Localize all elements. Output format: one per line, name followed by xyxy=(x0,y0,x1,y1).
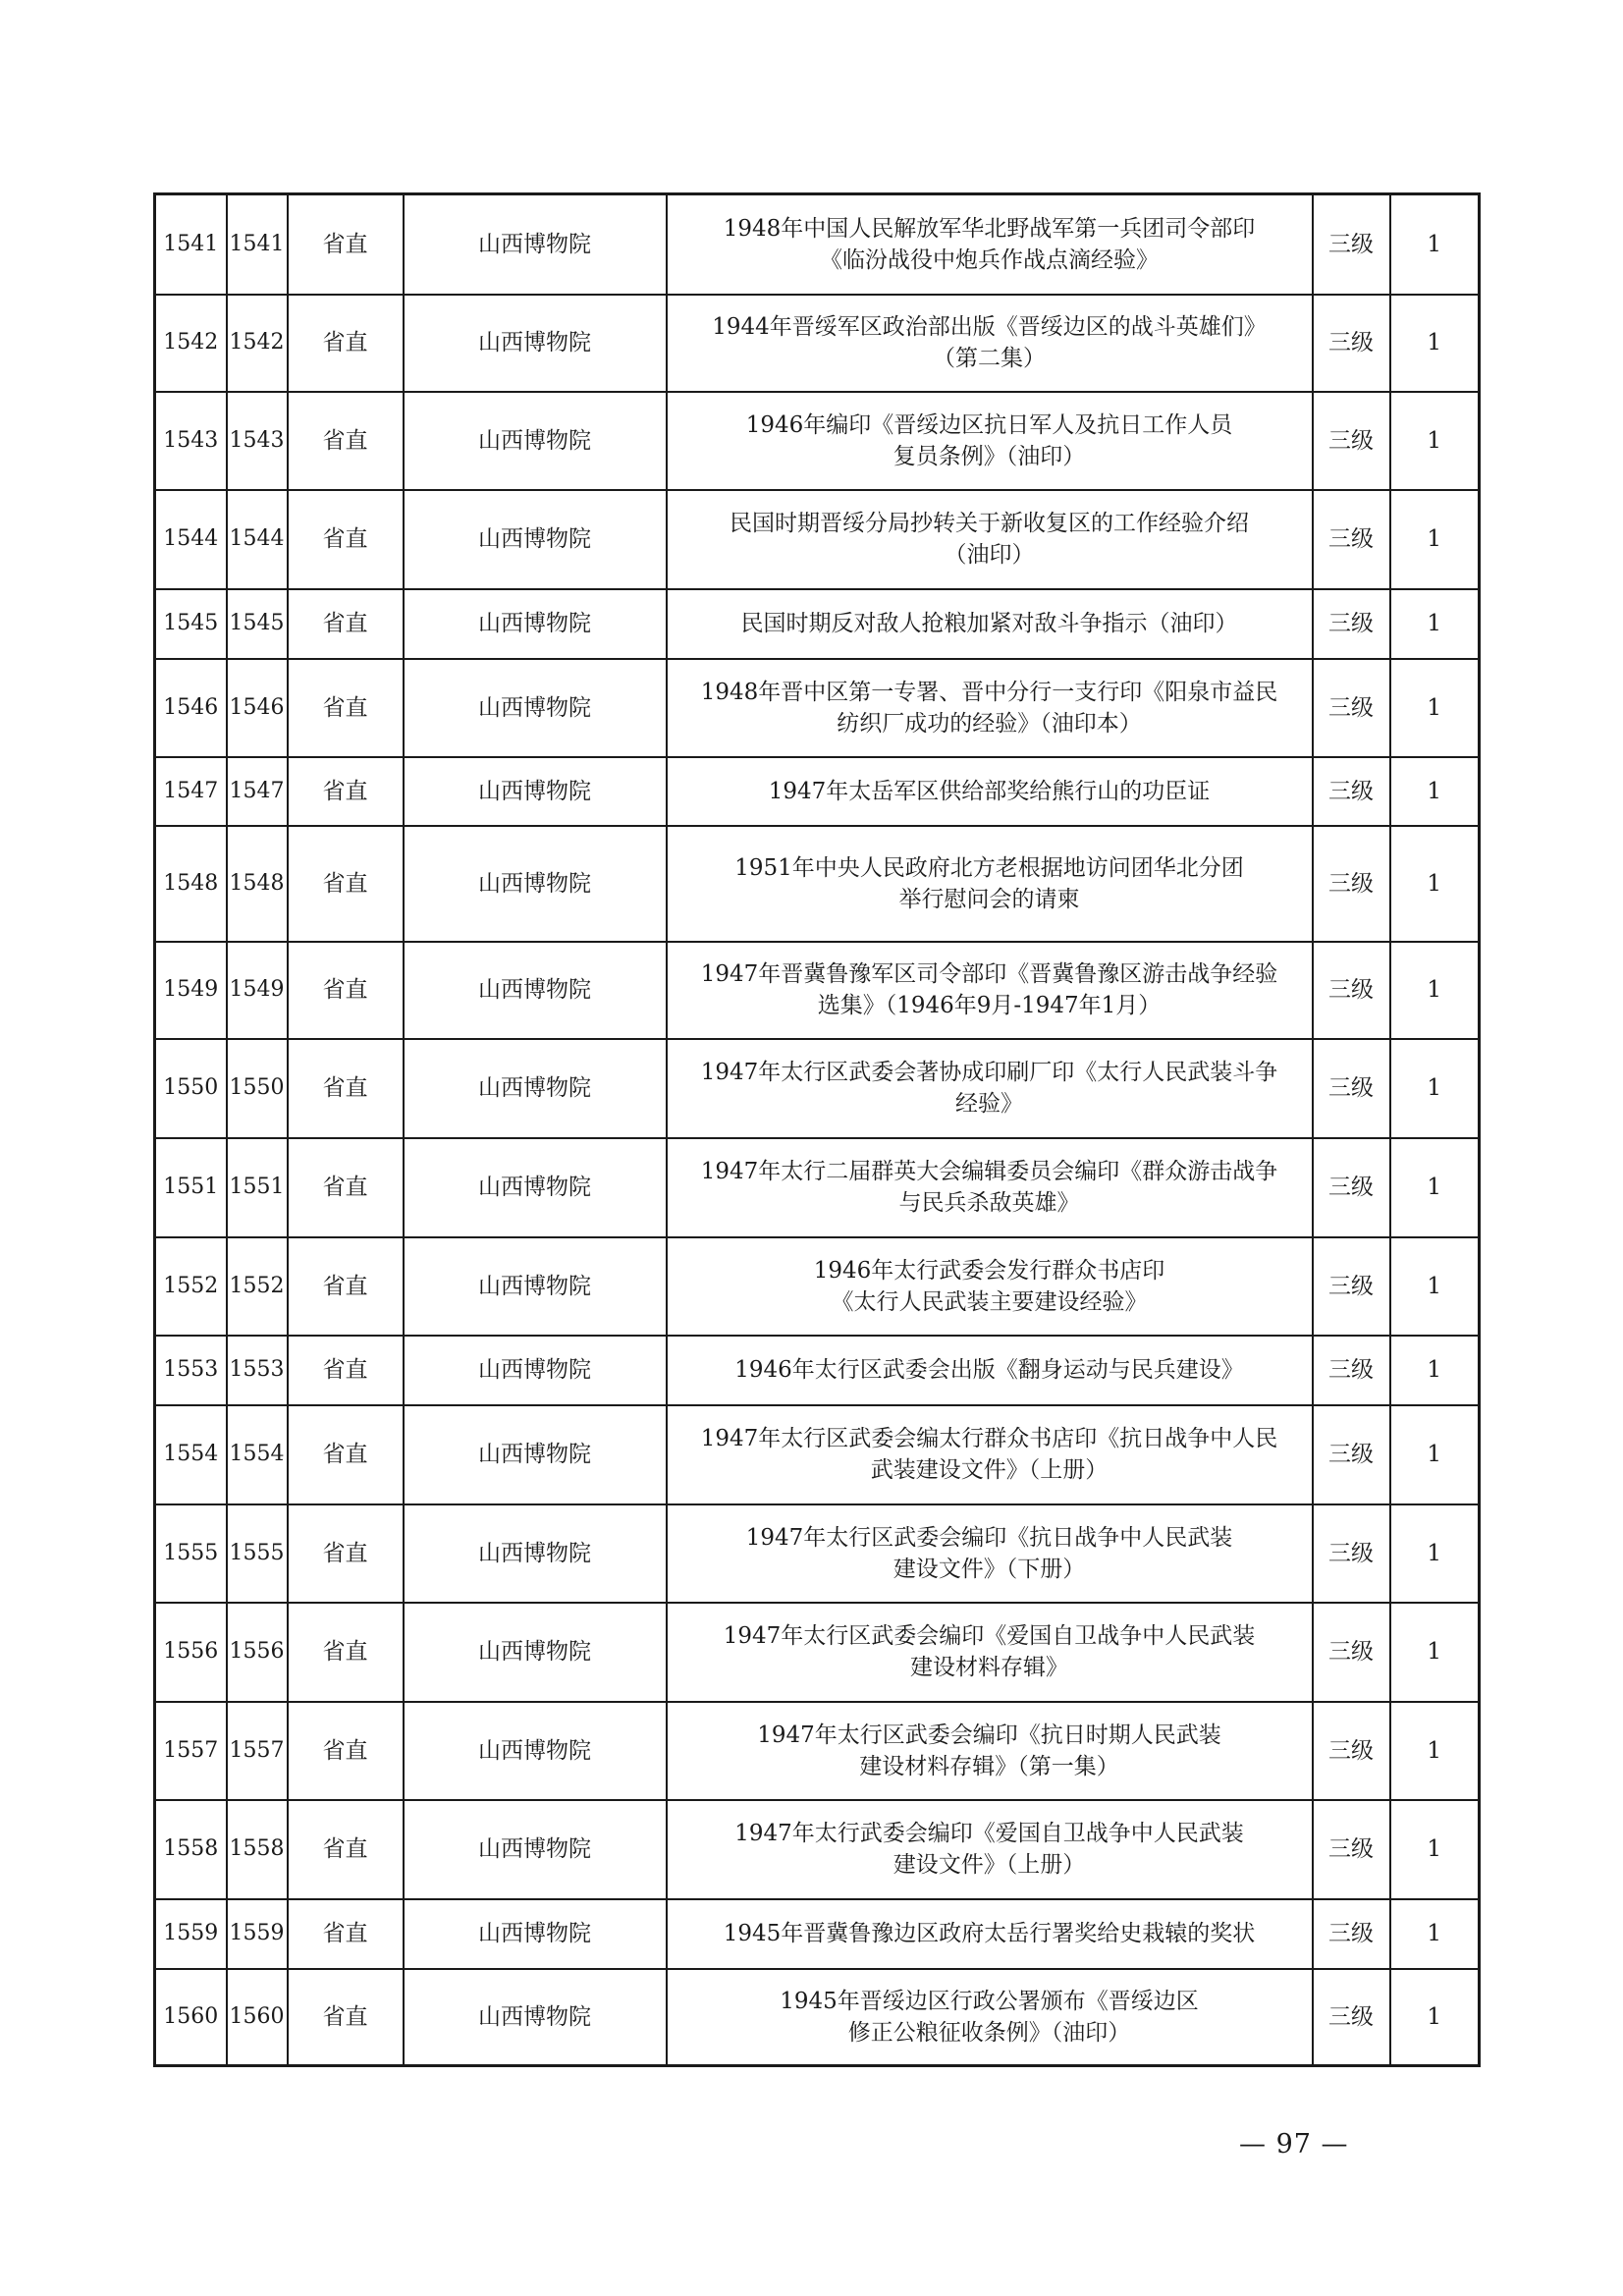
category-cell: 省直 xyxy=(288,826,404,942)
category-cell: 省直 xyxy=(288,1969,404,2066)
relic-name-line: 1947年太行区武委会编印《爱国自卫战争中人民武装 xyxy=(723,1623,1256,1649)
relic-name-line: 1947年太行区武委会著协成印刷厂印《太行人民武装斗争 xyxy=(700,1060,1278,1085)
relic-name-cell xyxy=(667,1237,1313,1336)
category-cell: 省直 xyxy=(288,659,404,757)
level-cell: 三级 xyxy=(1313,589,1390,659)
relic-name-cell xyxy=(667,589,1313,659)
catalog-number-cell: 1552 xyxy=(227,1237,288,1336)
quantity-cell: 1 xyxy=(1390,392,1480,490)
relic-name-cell xyxy=(667,1702,1313,1800)
unit-cell: 山西博物院 xyxy=(404,1237,667,1336)
category-cell: 省直 xyxy=(288,1237,404,1336)
table-row xyxy=(155,194,1480,295)
relic-name-cell xyxy=(667,1405,1313,1504)
table-row xyxy=(155,1800,1480,1899)
relic-name-cell xyxy=(667,1800,1313,1899)
level-cell: 三级 xyxy=(1313,1603,1390,1702)
catalog-number-cell: 1550 xyxy=(227,1039,288,1138)
relic-name-line: 1951年中央人民政府北方老根据地访问团华北分团 xyxy=(734,854,1244,881)
level-cell: 三级 xyxy=(1313,826,1390,942)
quantity-cell: 1 xyxy=(1390,1702,1480,1800)
relic-name-line: 修正公粮征收条例》（油印） xyxy=(847,2019,1131,2046)
relic-name-line: 经验》 xyxy=(955,1091,1023,1117)
category-cell: 省直 xyxy=(288,1138,404,1237)
level-cell: 三级 xyxy=(1313,1800,1390,1899)
unit-cell: 山西博物院 xyxy=(404,1504,667,1603)
quantity-cell: 1 xyxy=(1390,942,1480,1039)
level-cell: 三级 xyxy=(1313,490,1390,589)
relic-name-cell xyxy=(667,1039,1313,1138)
seq-cell: 1546 xyxy=(155,659,227,757)
unit-cell: 山西博物院 xyxy=(404,1336,667,1405)
quantity-cell: 1 xyxy=(1390,1899,1480,1969)
relic-name-line: 1947年太行武委会编印《爱国自卫战争中人民武装 xyxy=(734,1821,1244,1846)
level-cell: 三级 xyxy=(1313,1969,1390,2066)
level-cell: 三级 xyxy=(1313,1237,1390,1336)
table-row xyxy=(155,1969,1480,2066)
seq-cell: 1541 xyxy=(155,194,227,295)
unit-cell: 山西博物院 xyxy=(404,1969,667,2066)
relic-name-line: 1947年晋冀鲁豫军区司令部印《晋冀鲁豫区游击战争经验 xyxy=(700,961,1278,987)
relic-name-cell xyxy=(667,1899,1313,1969)
seq-cell: 1544 xyxy=(155,490,227,589)
unit-cell: 山西博物院 xyxy=(404,1405,667,1504)
catalog-number-cell: 1548 xyxy=(227,826,288,942)
unit-cell: 山西博物院 xyxy=(404,1800,667,1899)
catalog-number-cell: 1541 xyxy=(227,194,288,295)
level-cell: 三级 xyxy=(1313,1504,1390,1603)
relic-name-line: 《太行人民武装主要建设经验》 xyxy=(831,1288,1148,1315)
seq-cell: 1551 xyxy=(155,1138,227,1237)
page-number: — 97 — xyxy=(1239,2129,1349,2159)
relic-name-line: 建设材料存辑》 xyxy=(910,1655,1068,1680)
table-row xyxy=(155,1405,1480,1504)
unit-cell: 山西博物院 xyxy=(404,392,667,490)
quantity-cell: 1 xyxy=(1390,490,1480,589)
level-cell: 三级 xyxy=(1313,392,1390,490)
catalog-number-cell: 1554 xyxy=(227,1405,288,1504)
relic-name-line: 1947年太行二届群英大会编辑委员会编印《群众游击战争 xyxy=(700,1159,1278,1184)
relic-name-cell xyxy=(667,1504,1313,1603)
seq-cell: 1556 xyxy=(155,1603,227,1702)
relic-name-line: 建设文件》（下册） xyxy=(893,1556,1086,1582)
level-cell: 三级 xyxy=(1313,942,1390,1039)
catalog-number-cell: 1559 xyxy=(227,1899,288,1969)
seq-cell: 1542 xyxy=(155,295,227,392)
quantity-cell: 1 xyxy=(1390,1969,1480,2066)
catalog-number-cell: 1555 xyxy=(227,1504,288,1603)
relic-name-line: 1947年太岳军区供给部奖给熊行山的功臣证 xyxy=(768,778,1211,804)
category-cell: 省直 xyxy=(288,490,404,589)
seq-cell: 1550 xyxy=(155,1039,227,1138)
catalog-number-cell: 1557 xyxy=(227,1702,288,1800)
relic-name-line: 1944年晋绥军区政治部出版《晋绥边区的战斗英雄们》 xyxy=(712,314,1267,340)
relic-name-cell xyxy=(667,1336,1313,1405)
unit-cell: 山西博物院 xyxy=(404,490,667,589)
relic-name-line: 1946年太行武委会发行群众书店印 xyxy=(813,1257,1165,1284)
level-cell: 三级 xyxy=(1313,1405,1390,1504)
table-row xyxy=(155,757,1480,826)
relic-name-line: 民国时期反对敌人抢粮加紧对敌斗争指示（油印） xyxy=(740,611,1238,636)
unit-cell: 山西博物院 xyxy=(404,826,667,942)
quantity-cell: 1 xyxy=(1390,295,1480,392)
table-row xyxy=(155,1336,1480,1405)
quantity-cell: 1 xyxy=(1390,1800,1480,1899)
unit-cell: 山西博物院 xyxy=(404,1603,667,1702)
table-row xyxy=(155,1039,1480,1138)
unit-cell: 山西博物院 xyxy=(404,295,667,392)
table-row xyxy=(155,295,1480,392)
relic-name-cell xyxy=(667,295,1313,392)
unit-cell: 山西博物院 xyxy=(404,942,667,1039)
quantity-cell: 1 xyxy=(1390,1336,1480,1405)
catalog-number-cell: 1543 xyxy=(227,392,288,490)
unit-cell: 山西博物院 xyxy=(404,757,667,826)
table-row xyxy=(155,1899,1480,1969)
relic-name-line: 举行慰问会的请柬 xyxy=(898,886,1080,912)
table-row xyxy=(155,392,1480,490)
relic-name-line: 1947年太行区武委会编印《抗日战争中人民武装 xyxy=(745,1524,1233,1551)
table-row xyxy=(155,1603,1480,1702)
relic-name-cell xyxy=(667,942,1313,1039)
table-row xyxy=(155,490,1480,589)
quantity-cell: 1 xyxy=(1390,826,1480,942)
relic-name-line: 建设文件》（上册） xyxy=(893,1852,1086,1878)
level-cell: 三级 xyxy=(1313,659,1390,757)
relic-name-line: 《临汾战役中炮兵作战点滴经验》 xyxy=(820,246,1159,273)
relic-name-line: 1947年太行区武委会编印《抗日时期人民武装 xyxy=(757,1722,1221,1748)
catalog-number-cell: 1551 xyxy=(227,1138,288,1237)
quantity-cell: 1 xyxy=(1390,757,1480,826)
level-cell: 三级 xyxy=(1313,194,1390,295)
table-row xyxy=(155,659,1480,757)
relic-name-cell xyxy=(667,826,1313,942)
category-cell: 省直 xyxy=(288,392,404,490)
catalog-number-cell: 1560 xyxy=(227,1969,288,2066)
category-cell: 省直 xyxy=(288,589,404,659)
catalog-number-cell: 1545 xyxy=(227,589,288,659)
relic-name-cell xyxy=(667,194,1313,295)
level-cell: 三级 xyxy=(1313,1138,1390,1237)
quantity-cell: 1 xyxy=(1390,1504,1480,1603)
relic-name-cell xyxy=(667,1969,1313,2066)
table-row xyxy=(155,1504,1480,1603)
category-cell: 省直 xyxy=(288,1603,404,1702)
relic-name-line: 1947年太行区武委会编太行群众书店印《抗日战争中人民 xyxy=(700,1426,1278,1451)
catalog-number-cell: 1558 xyxy=(227,1800,288,1899)
seq-cell: 1548 xyxy=(155,826,227,942)
category-cell: 省直 xyxy=(288,295,404,392)
seq-cell: 1555 xyxy=(155,1504,227,1603)
level-cell: 三级 xyxy=(1313,1336,1390,1405)
relic-name-line: 1946年编印《晋绥边区抗日军人及抗日工作人员 xyxy=(745,411,1233,438)
table-row xyxy=(155,1702,1480,1800)
unit-cell: 山西博物院 xyxy=(404,1138,667,1237)
seq-cell: 1558 xyxy=(155,1800,227,1899)
relic-name-line: 1945年晋绥边区行政公署颁布《晋绥边区 xyxy=(780,1988,1199,2014)
quantity-cell: 1 xyxy=(1390,1138,1480,1237)
level-cell: 三级 xyxy=(1313,757,1390,826)
table-row xyxy=(155,1138,1480,1237)
unit-cell: 山西博物院 xyxy=(404,194,667,295)
relic-name-cell xyxy=(667,490,1313,589)
seq-cell: 1552 xyxy=(155,1237,227,1336)
category-cell: 省直 xyxy=(288,194,404,295)
category-cell: 省直 xyxy=(288,1899,404,1969)
category-cell: 省直 xyxy=(288,1800,404,1899)
relic-name-cell xyxy=(667,392,1313,490)
relic-name-cell xyxy=(667,1138,1313,1237)
relic-name-line: 1948年中国人民解放军华北野战军第一兵团司令部印 xyxy=(723,215,1256,242)
category-cell: 省直 xyxy=(288,1504,404,1603)
relic-name-line: （油印） xyxy=(944,542,1035,568)
seq-cell: 1560 xyxy=(155,1969,227,2066)
relic-name-line: 纺织厂成功的经验》（油印本） xyxy=(837,710,1142,737)
relic-name-line: 选集》（1946年9月-1947年1月） xyxy=(817,993,1162,1018)
seq-cell: 1549 xyxy=(155,942,227,1039)
catalog-number-cell: 1556 xyxy=(227,1603,288,1702)
relic-name-cell xyxy=(667,1603,1313,1702)
catalog-number-cell: 1542 xyxy=(227,295,288,392)
table-row xyxy=(155,1237,1480,1336)
seq-cell: 1553 xyxy=(155,1336,227,1405)
relic-name-cell xyxy=(667,659,1313,757)
unit-cell: 山西博物院 xyxy=(404,1899,667,1969)
relic-list-table xyxy=(153,192,1481,2067)
quantity-cell: 1 xyxy=(1390,1039,1480,1138)
seq-cell: 1559 xyxy=(155,1899,227,1969)
relic-name-line: 与民兵杀敌英雄》 xyxy=(898,1190,1080,1216)
unit-cell: 山西博物院 xyxy=(404,659,667,757)
relic-name-line: 1946年太行区武委会出版《翻身运动与民兵建设》 xyxy=(734,1357,1244,1383)
seq-cell: 1543 xyxy=(155,392,227,490)
relic-name-line: 武装建设文件》（上册） xyxy=(870,1457,1109,1483)
quantity-cell: 1 xyxy=(1390,659,1480,757)
quantity-cell: 1 xyxy=(1390,194,1480,295)
relic-name-line: 建设材料存辑》（第一集） xyxy=(859,1753,1119,1779)
relic-name-line: 1945年晋冀鲁豫边区政府太岳行署奖给史栽辕的奖状 xyxy=(723,1921,1256,1946)
relic-name-line: 复员条例》（油印） xyxy=(893,443,1086,469)
level-cell: 三级 xyxy=(1313,1899,1390,1969)
category-cell: 省直 xyxy=(288,1405,404,1504)
seq-cell: 1554 xyxy=(155,1405,227,1504)
category-cell: 省直 xyxy=(288,1336,404,1405)
table-row xyxy=(155,826,1480,942)
table-row xyxy=(155,942,1480,1039)
unit-cell: 山西博物院 xyxy=(404,589,667,659)
relic-name-cell xyxy=(667,757,1313,826)
category-cell: 省直 xyxy=(288,1039,404,1138)
seq-cell: 1547 xyxy=(155,757,227,826)
seq-cell: 1557 xyxy=(155,1702,227,1800)
category-cell: 省直 xyxy=(288,1702,404,1800)
unit-cell: 山西博物院 xyxy=(404,1702,667,1800)
category-cell: 省直 xyxy=(288,942,404,1039)
relic-name-line: 1948年晋中区第一专署、晋中分行一支行印《阳泉市益民 xyxy=(700,679,1278,705)
catalog-number-cell: 1544 xyxy=(227,490,288,589)
relic-name-line: 民国时期晋绥分局抄转关于新收复区的工作经验介绍 xyxy=(730,511,1249,536)
catalog-number-cell: 1549 xyxy=(227,942,288,1039)
quantity-cell: 1 xyxy=(1390,1237,1480,1336)
level-cell: 三级 xyxy=(1313,295,1390,392)
table-row xyxy=(155,589,1480,659)
quantity-cell: 1 xyxy=(1390,1603,1480,1702)
quantity-cell: 1 xyxy=(1390,1405,1480,1504)
catalog-number-cell: 1547 xyxy=(227,757,288,826)
seq-cell: 1545 xyxy=(155,589,227,659)
level-cell: 三级 xyxy=(1313,1039,1390,1138)
level-cell: 三级 xyxy=(1313,1702,1390,1800)
unit-cell: 山西博物院 xyxy=(404,1039,667,1138)
catalog-number-cell: 1553 xyxy=(227,1336,288,1405)
category-cell: 省直 xyxy=(288,757,404,826)
quantity-cell: 1 xyxy=(1390,589,1480,659)
catalog-number-cell: 1546 xyxy=(227,659,288,757)
relic-name-line: （第二集） xyxy=(933,346,1046,371)
